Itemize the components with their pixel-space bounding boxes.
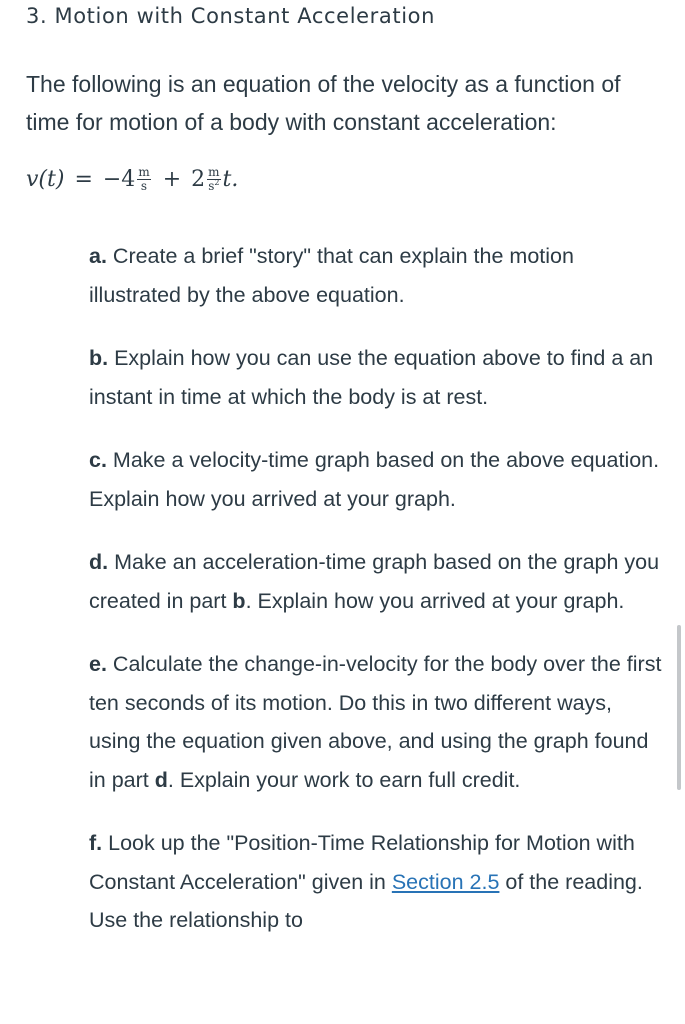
page-title: 3. Motion with Constant Acceleration bbox=[26, 4, 435, 28]
part-text: Calculate the change-in-velocity for the body over the first ten seconds of its motion. Do this in two different ways, using the equation given above, and using the graph found in part bbox=[89, 652, 662, 792]
velocity-equation bbox=[26, 166, 238, 193]
part-reference: d bbox=[154, 767, 168, 792]
unit-denominator bbox=[207, 180, 220, 193]
part-label: f. bbox=[89, 831, 103, 855]
equation-term1-unit bbox=[137, 166, 150, 193]
part-label: a. bbox=[89, 244, 107, 268]
intro-paragraph: The following is an equation of the velocity as a function of time for motion of a body with constant acceleration: bbox=[26, 71, 621, 135]
part-reference: b bbox=[232, 588, 246, 613]
part-text: Make an acceleration-time graph based on the graph you created in part bbox=[89, 550, 660, 613]
equation-term2-unit bbox=[207, 166, 220, 193]
part-text: . Explain your work to earn full credit. bbox=[167, 767, 521, 792]
part-text: Explain how you can use the equation above to find a an instant in time at which the body is at rest. bbox=[89, 346, 654, 409]
part-label: e. bbox=[89, 652, 107, 676]
part-e bbox=[89, 645, 669, 799]
unit-numerator: m bbox=[138, 165, 150, 179]
equation-lhs: v(t) bbox=[26, 167, 65, 192]
question-parts bbox=[89, 237, 669, 965]
equation-variable: t. bbox=[222, 167, 239, 192]
part-text: of the reading. Use the relationship to bbox=[89, 869, 643, 932]
part-text: Look up the "Position-Time Relationship for Motion with Constant Acceleration" given in bbox=[89, 831, 635, 894]
section-link[interactable]: Section 2.5 bbox=[391, 869, 500, 894]
part-text: Make a velocity-time graph based on the above equation. Explain how you arrived at your graph. bbox=[89, 448, 660, 511]
scrollbar[interactable] bbox=[677, 625, 681, 790]
part-f bbox=[89, 824, 669, 940]
equation-term2-coefficient: 2 bbox=[191, 167, 206, 192]
part-label: c. bbox=[89, 448, 107, 472]
unit-numerator: m bbox=[208, 165, 220, 179]
unit-denominator-base: s bbox=[208, 179, 215, 193]
part-label: b. bbox=[89, 346, 109, 370]
part-label: d. bbox=[89, 550, 109, 574]
part-text: Create a brief "story" that can explain the motion illustrated by the above equation. bbox=[89, 244, 574, 307]
part-b bbox=[89, 339, 669, 416]
part-text: . Explain how you arrived at your graph. bbox=[245, 588, 625, 613]
part-a bbox=[89, 237, 669, 314]
equation-equals: = bbox=[74, 167, 93, 192]
unit-denominator: s bbox=[140, 179, 148, 193]
part-c bbox=[89, 441, 669, 518]
unit-denominator-exponent: 2 bbox=[214, 178, 220, 187]
part-d bbox=[89, 543, 669, 620]
equation-plus: + bbox=[162, 167, 182, 192]
equation-term1-coefficient: −4 bbox=[102, 167, 136, 192]
